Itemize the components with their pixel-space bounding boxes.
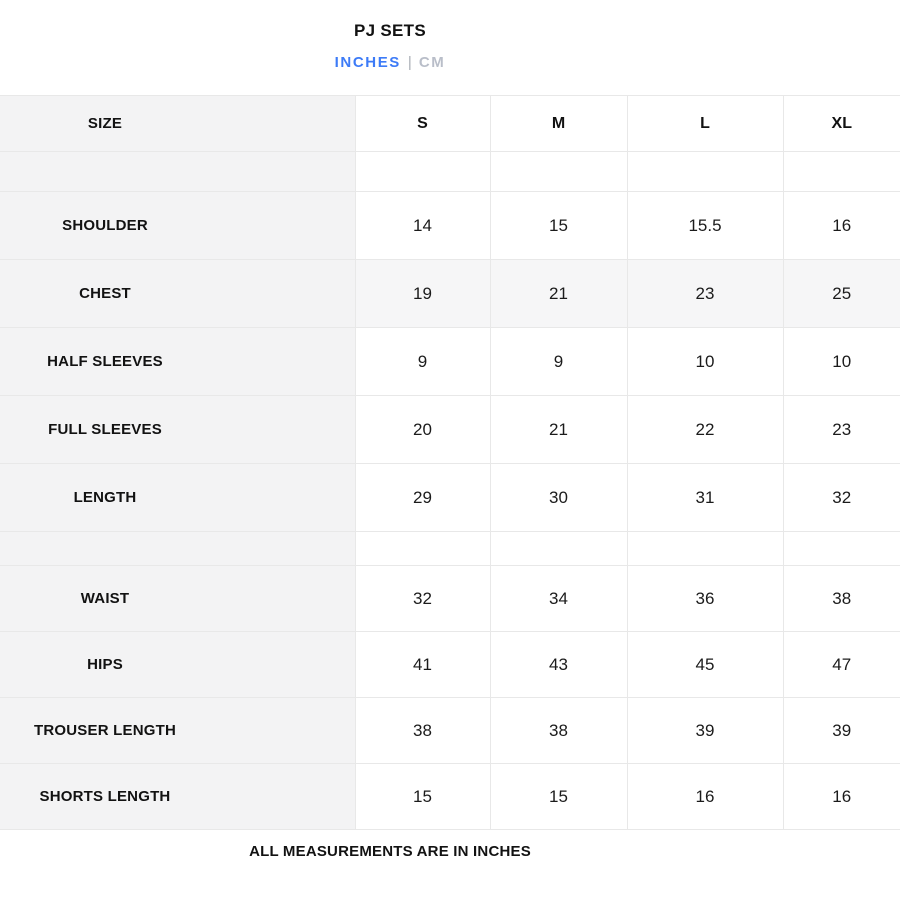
spacer-row: [0, 152, 900, 192]
cell-value: 41: [355, 632, 490, 698]
cell-value: 29: [355, 464, 490, 532]
cell-value: 23: [627, 260, 783, 328]
cell-value: 43: [490, 632, 627, 698]
spacer-row: [0, 532, 900, 566]
row-length: [0, 464, 900, 532]
cell-value: 38: [490, 698, 627, 764]
row-chest: [0, 260, 900, 328]
unit-toggle-inches[interactable]: INCHES: [334, 54, 401, 71]
row-label: HIPS: [87, 656, 123, 673]
cell-value: 20: [355, 396, 490, 464]
row-label-cell: [0, 698, 355, 764]
cell-value: 45: [627, 632, 783, 698]
row-label: WAIST: [80, 590, 130, 607]
cell-value: 14: [355, 192, 490, 260]
cell-value: 10: [783, 328, 900, 396]
row-label: CHEST: [79, 285, 131, 302]
row-shoulder: [0, 192, 900, 260]
row-label-cell: [0, 328, 355, 396]
spacer-cell: [783, 532, 900, 566]
cell-value: 16: [783, 192, 900, 260]
cell-value: 39: [627, 698, 783, 764]
row-label-cell: [0, 464, 355, 532]
page-title: PJ SETS: [353, 21, 427, 40]
size-header-label: SIZE: [87, 115, 123, 132]
cell-value: 16: [627, 764, 783, 830]
row-label: SHOULDER: [62, 217, 148, 234]
cell-value: 9: [355, 328, 490, 396]
column-header-xl: XL: [783, 96, 900, 152]
cell-value: 16: [783, 764, 900, 830]
cell-value: 38: [783, 566, 900, 632]
cell-value: 21: [490, 260, 627, 328]
column-header-m: M: [490, 96, 627, 152]
column-header-l: L: [627, 96, 783, 152]
row-label-cell: [0, 566, 355, 632]
cell-value: 32: [783, 464, 900, 532]
cell-value: 25: [783, 260, 900, 328]
row-label: LENGTH: [73, 489, 137, 506]
cell-value: 9: [490, 328, 627, 396]
cell-value: 39: [783, 698, 900, 764]
spacer-cell: [783, 152, 900, 192]
row-label-cell: [0, 396, 355, 464]
measurement-unit-note: ALL MEASUREMENTS ARE IN INCHES: [249, 843, 531, 860]
spacer-cell: [0, 152, 355, 192]
spacer-cell: [355, 532, 490, 566]
table-header-row: [0, 96, 900, 152]
row-trouser-length: [0, 698, 900, 764]
cell-value: 34: [490, 566, 627, 632]
cell-value: 38: [355, 698, 490, 764]
row-hips: [0, 632, 900, 698]
chart-header: [0, 0, 780, 71]
size-chart-table: [0, 95, 900, 830]
row-label-cell: [0, 192, 355, 260]
cell-value: 19: [355, 260, 490, 328]
spacer-cell: [627, 152, 783, 192]
cell-value: 10: [627, 328, 783, 396]
cell-value: 31: [627, 464, 783, 532]
cell-value: 23: [783, 396, 900, 464]
row-label-cell: [0, 260, 355, 328]
cell-value: 47: [783, 632, 900, 698]
spacer-cell: [627, 532, 783, 566]
cell-value: 21: [490, 396, 627, 464]
cell-value: 15: [355, 764, 490, 830]
row-label: SHORTS LENGTH: [39, 788, 171, 805]
cell-value: 15: [490, 764, 627, 830]
row-half-sleeves: [0, 328, 900, 396]
row-label-cell: [0, 632, 355, 698]
row-shorts-length: [0, 764, 900, 830]
spacer-cell: [0, 532, 355, 566]
unit-toggle: [0, 54, 780, 71]
spacer-cell: [355, 152, 490, 192]
spacer-cell: [490, 532, 627, 566]
row-label: TROUSER LENGTH: [34, 722, 176, 739]
column-header-s: S: [355, 96, 490, 152]
cell-value: 32: [355, 566, 490, 632]
size-header-cell: [0, 96, 355, 152]
spacer-cell: [490, 152, 627, 192]
cell-value: 15.5: [627, 192, 783, 260]
row-label: FULL SLEEVES: [48, 421, 162, 438]
cell-value: 15: [490, 192, 627, 260]
row-label: HALF SLEEVES: [47, 353, 163, 370]
unit-toggle-cm[interactable]: CM: [418, 54, 446, 71]
cell-value: 22: [627, 396, 783, 464]
cell-value: 36: [627, 566, 783, 632]
row-waist: [0, 566, 900, 632]
unit-toggle-separator: |: [407, 54, 412, 71]
cell-value: 30: [490, 464, 627, 532]
row-label-cell: [0, 764, 355, 830]
row-full-sleeves: [0, 396, 900, 464]
